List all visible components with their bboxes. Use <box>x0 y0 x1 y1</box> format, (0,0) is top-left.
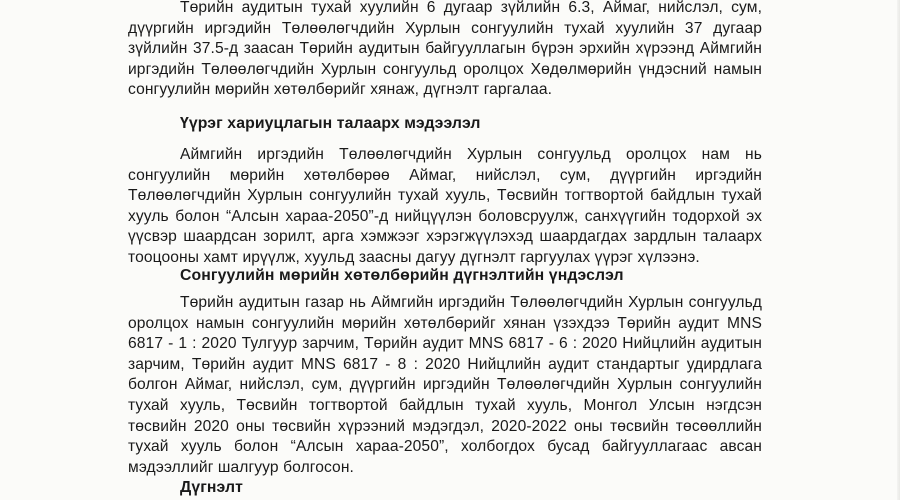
heading-conclusion: Дүгнэлт <box>180 479 243 496</box>
heading-conclusion-basis: Сонгуулийн мөрийн хөтөлбөрийн дүгнэлтийн үндэслэл <box>180 267 624 284</box>
paragraph-responsibilities: Аймгийн иргэдийн Төлөөлөгчдийн Хурлын сонгуульд оролцох нам нь сонгуулийн мөрийн хөтөлбөрөө Аймаг, нийслэл, сум, дүүргийн иргэдийн Төлөөлөгчдийн Хурлын сонгуулийн тухай хууль, Төсвийн тогтвортой байдлын тухай хууль болон “Алсын хараа-2050”-д нийцүүлэн боловсруулж, санхүүгийн тодорхой эх үүсвэр шаардсан зорилт, арга хэмжээг хэрэгжүүлэхэд шаардагдах зардлын талаарх тооцооны хамт ирүүлж, хуульд заасны дагуу дүгнэлт гаргуулах үүрэг хүлээнэ. <box>128 146 762 266</box>
heading-responsibility-info: Үүрэг хариуцлагын талаарх мэдээлэл <box>180 115 481 132</box>
paragraph-audit-scope: Төрийн аудитын тухай хуулийн 6 дугаар зүйлийн 6.3, Аймаг, нийслэл, сум, дүүргийн иргэдийн Төлөөлөгчдийн Хурлын сонгуулийн тухай хуулийн 37 дугаар зүйлийн 37.5-д заасан Төрийн аудитын байгууллагын бүрэн эрхийн хүрээнд Аймгийн иргэдийн Төлөөлөгчдийн Хурлын сонгуульд оролцох Хөдөлмөрийн үндэсний намын сонгуулийн мөрийн хөтөлбөрийг хянаж, дүгнэлт гаргалаа. <box>128 0 762 99</box>
paragraph-basis: Төрийн аудитын газар нь Аймгийн иргэдийн Төлөөлөгчдийн Хурлын сонгуульд оролцох намын сонгуулийн мөрийн хөтөлбөрийг хянан үзэхдээ Төрийн аудит MNS 6817 - 1 : 2020 Тулгуур зарчим, Төрийн аудит MNS 6817 - 6 : 2020 Нийцлийн аудитын зарчим, Төрийн аудит MNS 6817 - 8 : 2020 Нийцлийн аудит стандартыг удирдлага болгон Аймаг, нийслэл, сум, дүүргийн иргэдийн Төлөөлөгчдийн Хурлын сонгуулийн тухай хууль, Төсвийн тогтвортой байдлын тухай хууль, Монгол Улсын нэгдсэн төсвийн 2020 оны төсвийн хүрээний мэдэгдэл, 2020-2022 оны төсвийн төсөөллийн тухай хууль болон “Алсын хараа-2050”, холбогдох бусад байгууллагаас авсан мэдээллийг шалгуур болгосон. <box>128 294 762 476</box>
